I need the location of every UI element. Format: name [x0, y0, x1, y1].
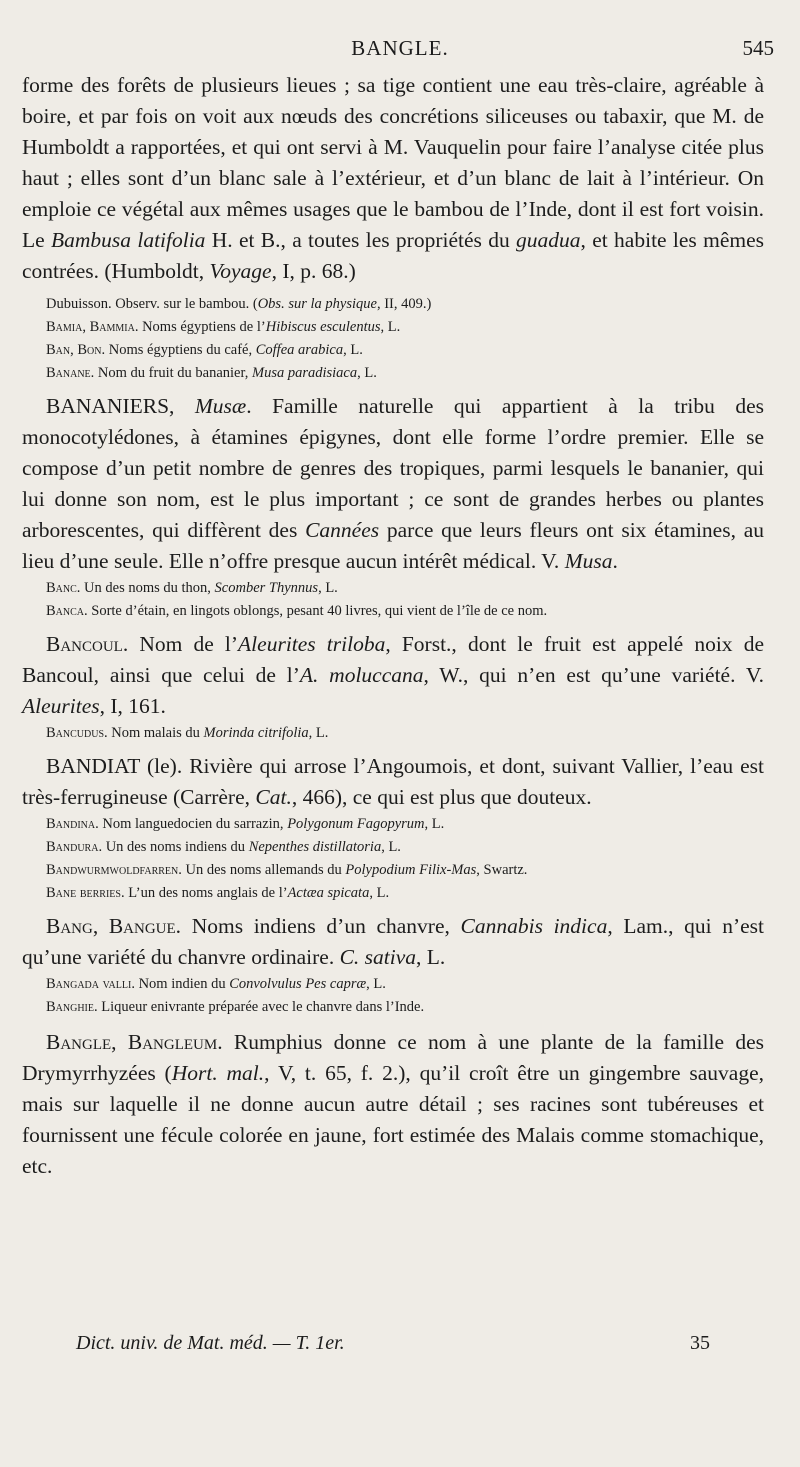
entry-bamia: Bamia, Bammia. Noms égyptiens de l’Hibiscus esculentus, L. — [46, 319, 401, 335]
entry-guadua-continuation: forme des forêts de plusieurs lieues ; sa tige contient une eau très-claire, agréable à boire, et par fois on voit aux nœuds des concrétions siliceuses ou tabaxir, que M. de Humboldt a rapportées, et qui ont servi à M. Vauquelin pour faire l’analyse citée plus haut ; elles sont d’un blanc sale à l’extérieur, et d’un blanc de lait à l’intérieur. On emploie ce végétal aux mêmes usages que le bambou de l’Inde, dont il est fort voisin. Le Bambusa latifolia H. et B., a toutes les propriétés du guadua, et habite les mêmes contrées. (Humboldt, Voyage, I, p. 68.) — [22, 73, 764, 283]
entry-bangada-valli: Bangada valli. Nom indien du Convolvulus Pes capræ, L. — [46, 976, 386, 992]
signature-mark: 35 — [690, 1332, 710, 1354]
entry-ban: Ban, Bon. Noms égyptiens du café, Coffea arabica, L. — [46, 342, 363, 358]
page-footer — [76, 1332, 710, 1355]
entry-bang: Bang, Bangue. Noms indiens d’un chanvre, Cannabis indica, Lam., qui n’est qu’une variété du chanvre ordinaire. C. sativa, L. — [22, 914, 765, 969]
entry-bandina: Bandina. Nom languedocien du sarrazin, Polygonum Fagopyrum, L. — [46, 816, 445, 832]
entry-bandiat: BANDIAT (le). Rivière qui arrose l’Angoumois, et dont, suivant Vallier, l’eau est très-ferrugineuse (Carrère, Cat., 466), ce qui est plus que douteux. — [22, 754, 764, 809]
entry-bane-berries: Bane berries. L’un des noms anglais de l’Actæa spicata, L. — [46, 885, 390, 901]
entry-banca: Banca. Sorte d’étain, en lingots oblongs, pesant 40 livres, qui vient de l’île de ce nom. — [46, 603, 548, 619]
page-number: 545 — [742, 36, 774, 60]
footer-title: Dict. univ. de Mat. méd. — T. 1er. — [76, 1332, 345, 1354]
entry-bandura: Bandura. Un des noms indiens du Nepenthes distillatoria, L. — [46, 839, 401, 855]
entry-bancoul: Bancoul. Nom de l’Aleurites triloba, Forst., dont le fruit est appelé noix de Bancoul, ainsi que celui de l’A. moluccana, W., qui n’en est qu’une variété. V. Aleurites, I, 161. — [22, 632, 765, 718]
entry-bandwurmwoldfarren: Bandwurmwoldfarren. Un des noms allemands du Polypodium Filix-Mas, Swartz. — [46, 862, 528, 878]
entry-banane: Banane. Nom du fruit du bananier, Musa paradisiaca, L. — [46, 365, 377, 381]
entry-banc: Banc. Un des noms du thon, Scomber Thynnus, L. — [46, 580, 338, 596]
entry-banghie: Banghie. Liqueur enivrante préparée avec le chanvre dans l’Inde. — [46, 999, 425, 1015]
entry-bangle: Bangle, Bangleum. Rumphius donne ce nom à une plante de la famille des Drymyrrhyzées (Hort. mal., V, t. 65, f. 2.), qu’il croît être un gingembre sauvage, mais sur laquelle il ne donne aucun autre détail ; ses racines sont tubéreuses et fournissent une fécule colorée en jaune, fort estimée des Malais comme stomachique, etc. — [22, 1030, 765, 1178]
running-header — [22, 36, 778, 66]
reference-dubuisson: Dubuisson. Observ. sur le bambou. (Obs. sur la physique, II, 409.) — [46, 296, 432, 312]
entry-bancudus: Bancudus. Nom malais du Morinda citrifolia, L. — [46, 725, 329, 741]
page-body — [22, 70, 764, 1182]
running-title: BANGLE. — [351, 36, 449, 60]
entry-bananiers: BANANIERS, Musæ. Famille naturelle qui appartient à la tribu des monocotylédones, à étamines épigynes, dont elle forme l’ordre premier. Elle se compose d’un petit nombre de genres des tropiques, parmi lesquels le bananier, qui lui donne son nom, est le plus important ; ce sont de grandes herbes ou plantes arborescentes, qui diffèrent des Cannées parce que leurs fleurs ont six étamines, au lieu d’une seule. Elle n’offre presque aucun intérêt médical. V. Musa. — [22, 394, 764, 573]
